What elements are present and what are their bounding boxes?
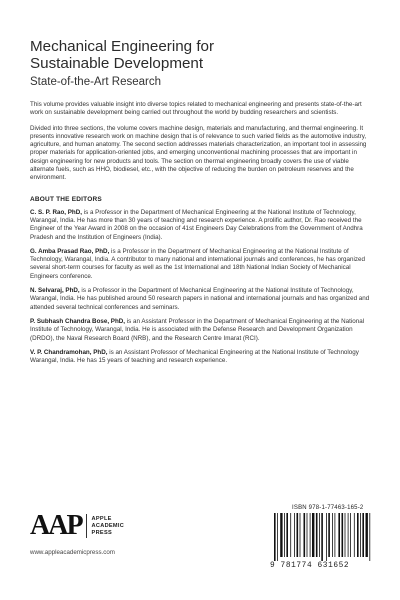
barcode-bar <box>284 513 285 557</box>
barcode-bar <box>280 513 282 557</box>
editor-entry <box>30 287 372 312</box>
barcode-bar <box>294 513 295 557</box>
barcode-block <box>270 505 372 570</box>
editor-entry <box>30 349 372 366</box>
publisher-logo <box>30 512 124 540</box>
barcode-bar <box>304 513 306 557</box>
editors-heading: ABOUT THE EDITORS <box>30 195 102 203</box>
barcode-bar <box>274 513 276 561</box>
editor-name: P. Subhash Chandra Bose, PhD, <box>30 317 126 325</box>
intro-paragraph: This volume provides valuable insight into diverse topics related to mechanical engineering and presents state-of-the-art work on sustainable development being carried out throughout the world by budding researchers and scientists. <box>30 101 362 117</box>
editor-name: C. S. P. Rao, PhD, <box>30 208 82 216</box>
publisher-name <box>92 516 125 537</box>
barcode-bar <box>335 513 336 557</box>
barcode-bar <box>348 513 349 557</box>
publisher-url[interactable]: www.appleacademicpress.com <box>30 549 115 556</box>
logo-divider <box>86 514 87 538</box>
barcode-bar <box>350 513 351 557</box>
publisher-name-line: ACADEMIC <box>91 522 125 529</box>
barcode-bar <box>307 513 308 557</box>
editor-entry <box>30 209 372 242</box>
barcode-bar <box>369 513 370 561</box>
barcode-bar <box>332 513 333 557</box>
barcode-bar <box>312 513 314 557</box>
back-cover-text <box>30 38 372 365</box>
barcode-bar <box>277 513 278 561</box>
cover-footer <box>30 505 372 575</box>
barcode-bar <box>286 513 288 557</box>
book-subtitle: State-of-the-Art Research <box>30 76 162 88</box>
editor-bio: is an Assistant Professor in the Department of Mechanical Engineering at the National Institute of Technology, Warangal, India. He is associated with the Defense Research and Development Organization (DRDO), the Naval Research Board (NRB), and the Research Centre Imarat (RCI). <box>30 317 365 342</box>
book-title <box>30 38 372 72</box>
editor-name: N. Selvaraj, PhD, <box>30 287 80 295</box>
barcode-bar <box>316 513 318 557</box>
barcode-bar <box>357 513 359 557</box>
publisher-name-line: PRESS <box>91 529 113 536</box>
editor-name: G. Amba Prasad Rao, PhD, <box>30 247 110 255</box>
barcode-bar <box>342 513 344 557</box>
publisher-name-line: APPLE <box>91 515 112 522</box>
editor-name: V. P. Chandramohan, PhD, <box>30 348 108 356</box>
barcode-bar <box>362 513 364 557</box>
barcode-bar <box>297 513 299 557</box>
barcode-icon <box>270 513 372 561</box>
barcode-bar <box>366 513 368 557</box>
isbn-label: ISBN 978-1-77463-165-2 <box>292 505 364 511</box>
barcode-bar <box>338 513 340 557</box>
description-paragraph: Divided into three sections, the volume covers machine design, materials and manufacturing, and thermal engineering. It presents innovative research work on machine design that is of relevance to such varied fields as the automotive industry, agriculture, and human anatomy. The second section addresses materials characterization, an important tool in assessing proper materials for application-oriented jobs, and emerging unconventional machining processes that are important in design engineering for new products and tools. The section on thermal engineering broadly covers the use of viable alternate fuels, such as HHO, biodiesel, etc., with the objective of reducing the burden on petroleum reserves and the environment. <box>30 124 367 182</box>
barcode-bar <box>345 513 346 557</box>
editor-entry <box>30 248 372 281</box>
barcode-bar <box>354 513 355 557</box>
editor-bio: is a Professor in the Department of Mechanical Engineering at the National Institute of Technology, Warangal, India. He has published around 50 research papers in national and international journals and has organized and attended several technical conferences and seminars. <box>30 287 370 311</box>
title-line-2: Sustainable Development <box>30 55 204 72</box>
editor-bio: is a Professor in the Department of Mechanical Engineering at the National Institute of Technology, Warangal, India. A contributor to many national and international journals and conferences, he has organized several short-term courses for faculty as well as the 1st International and 18th National Indian Society of Mechanical Engineers conference. <box>30 247 365 280</box>
barcode-bar <box>300 513 301 557</box>
barcode-bar <box>326 513 327 561</box>
barcode-bar <box>321 513 323 561</box>
barcode-bar <box>290 513 291 557</box>
editor-bio: is an Assistant Professor of Mechanical Engineering at the National Institute of Technology Warangal, India. He has 15 years of teaching and research experience. <box>30 348 359 365</box>
barcode-bar <box>360 513 361 557</box>
barcode-bar <box>319 513 320 557</box>
barcode-bar <box>328 513 330 557</box>
barcode-digits: 9 781774 631652 <box>270 562 350 570</box>
barcode-bar <box>310 513 311 557</box>
editor-entry <box>30 318 372 343</box>
editor-bio: is a Professor in the Department of Mechanical Engineering at the National Institute of Technology, Warangal, India. He has more than 30 years of teaching and research experience. A prolific author, Dr. Rao received the Engineer of the Year Award in 2008 on the occasion of 41st Engineers Day Celebrations from the Government of Andhra Pradesh and the Institution of Engineers (India). <box>30 208 363 241</box>
logo-mark: AAP <box>30 510 82 541</box>
title-line-1: Mechanical Engineering for <box>30 38 215 55</box>
